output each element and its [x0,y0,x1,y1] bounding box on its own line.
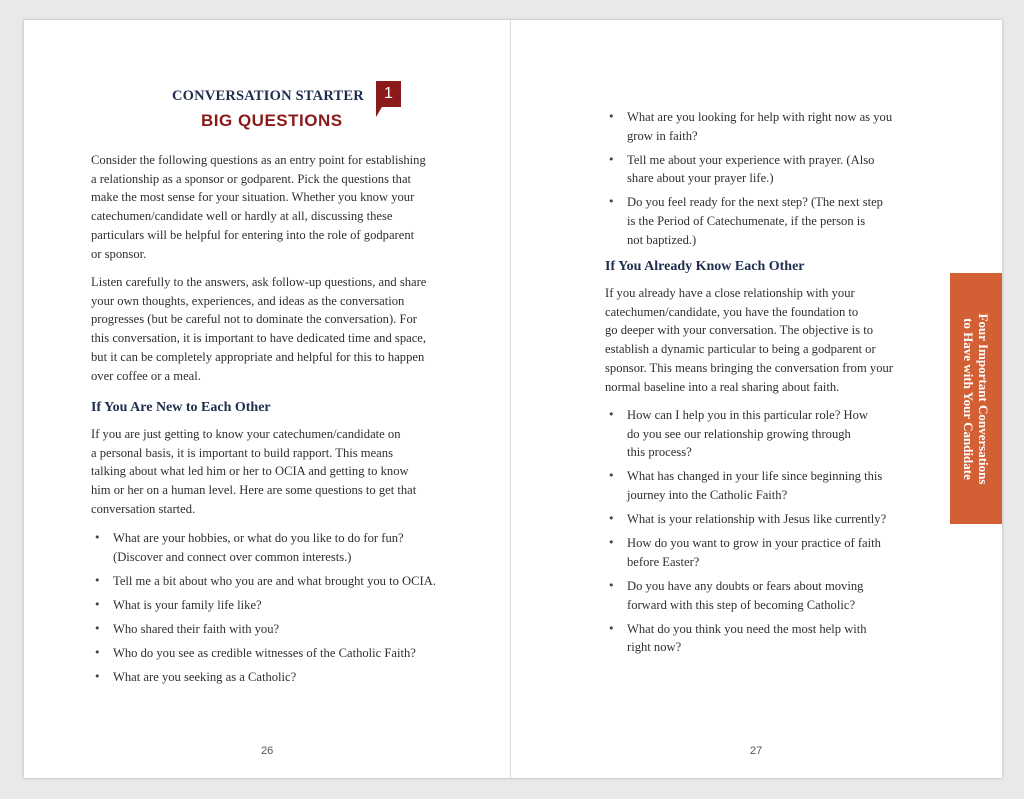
text-line: a personal basis, it is important to build rapport. This means [91,445,393,460]
text-line: Four Important Conversations [976,313,991,484]
text-line: do you see our relationship growing through [627,426,851,441]
listen-paragraph [91,273,426,385]
text-line: What has changed in your life since beginning this [627,469,883,484]
text-line: If you are just getting to know your catechumen/candidate on [91,427,401,441]
list-item [605,108,892,145]
left-page [24,20,511,778]
text-line: forward with this step of becoming Catholic? [627,597,856,612]
page-number-left: 26 [261,745,274,757]
list-item [91,572,436,591]
text-line: or sponsor. [91,246,147,261]
text-line: (Discover and connect over common interests.) [113,549,352,564]
text-line: talking about what led him or her to OCIA and getting to know [91,464,409,479]
text-line: normal baseline into a real sharing about faith. [605,379,840,394]
text-line: Who do you see as credible witnesses of the Catholic Faith? [113,645,416,660]
text-line: to Have with Your Candidate [961,317,976,480]
text-line: catechumen/candidate well or hardly at all, discussing these [91,209,393,224]
chapter-side-tab [950,273,1002,524]
already-know-paragraph [605,284,893,396]
new-to-each-other-heading: If You Are New to Each Other [91,400,271,415]
text-line: Do you feel ready for the next step? (The next step [627,195,883,210]
text-line: your own thoughts, experiences, and ideas as the conversation [91,293,405,308]
list-item [605,534,886,571]
text-line: How can I help you in this particular role? How [627,408,868,422]
text-line: Who shared their faith with you? [113,621,280,636]
conversation-starter-label: CONVERSATION STARTER [172,88,364,104]
text-line: share about your prayer life.) [627,171,774,186]
new-to-each-other-paragraph [91,425,416,519]
top-questions-list [605,108,892,255]
right-page [511,20,1002,778]
list-item [91,529,436,566]
text-line: is the Period of Catechumenate, if the person is [627,214,866,229]
text-line: conversation started. [91,501,196,516]
text-line: Listen carefully to the answers, ask follow-up questions, and share [91,275,427,289]
know-questions-list [605,406,886,662]
text-line: not baptized.) [627,232,697,247]
text-line: this conversation, it is important to have dedicated time and space, [91,331,427,346]
text-line: this process? [627,445,692,460]
list-item [605,406,886,462]
text-line: If you already have a close relationship with your [605,286,855,300]
text-line: particulars will be helpful for entering into the role of godparent [91,227,415,242]
text-line: over coffee or a meal. [91,368,201,383]
starter-number: 1 [384,85,393,102]
text-line: What is your family life like? [113,597,262,612]
text-line: catechumen/candidate, you have the foundation to [605,304,859,319]
text-line: How do you want to grow in your practice of faith [627,536,881,551]
text-line: but it can be completely appropriate and helpful for this to happen [91,349,425,364]
list-item [91,644,436,663]
text-line: a relationship as a sponsor or godparent. Pick the questions that [91,171,412,186]
list-item [91,620,436,639]
list-item [605,151,892,188]
text-line: What do you think you need the most help with [627,621,867,636]
text-line: establish a dynamic particular to being a godparent or [605,342,876,357]
intro-paragraph [91,151,426,263]
list-item [605,577,886,614]
text-line: before Easter? [627,554,700,569]
text-line: Tell me about your experience with prayer. (Also [627,152,875,167]
list-item [605,467,886,504]
page-number-right: 27 [750,745,763,757]
list-item [91,596,436,615]
text-line: sponsor. This means bringing the conversation from your [605,360,893,375]
book-spread [24,20,1002,778]
already-know-heading: If You Already Know Each Other [605,259,805,274]
text-line: Tell me a bit about who you are and what brought you to OCIA. [113,573,436,588]
text-line: Consider the following questions as an entry point for establishing [91,153,426,167]
text-line: What are your hobbies, or what do you like to do for fun? [113,531,404,545]
text-line: make the most sense for your situation. Whether you know your [91,190,415,205]
text-line: What is your relationship with Jesus like currently? [627,512,887,527]
text-line: What are you looking for help with right now as you [627,110,893,124]
text-line: journey into the Catholic Faith? [627,488,788,503]
list-item [605,193,892,249]
text-line: go deeper with your conversation. The objective is to [605,323,874,338]
text-line: Do you have any doubts or fears about moving [627,578,864,593]
text-line: progresses (but be careful not to dominate the conversation). For [91,312,417,327]
list-item [91,668,436,687]
list-item [605,620,886,657]
text-line: right now? [627,640,682,655]
list-item [605,510,886,529]
starter-title: BIG QUESTIONS [201,111,343,130]
text-line: grow in faith? [627,128,698,143]
text-line: him or her on a human level. Here are some questions to get that [91,483,417,498]
text-line: What are you seeking as a Catholic? [113,669,297,684]
side-tab-label [961,279,991,519]
new-questions-list [91,529,436,692]
